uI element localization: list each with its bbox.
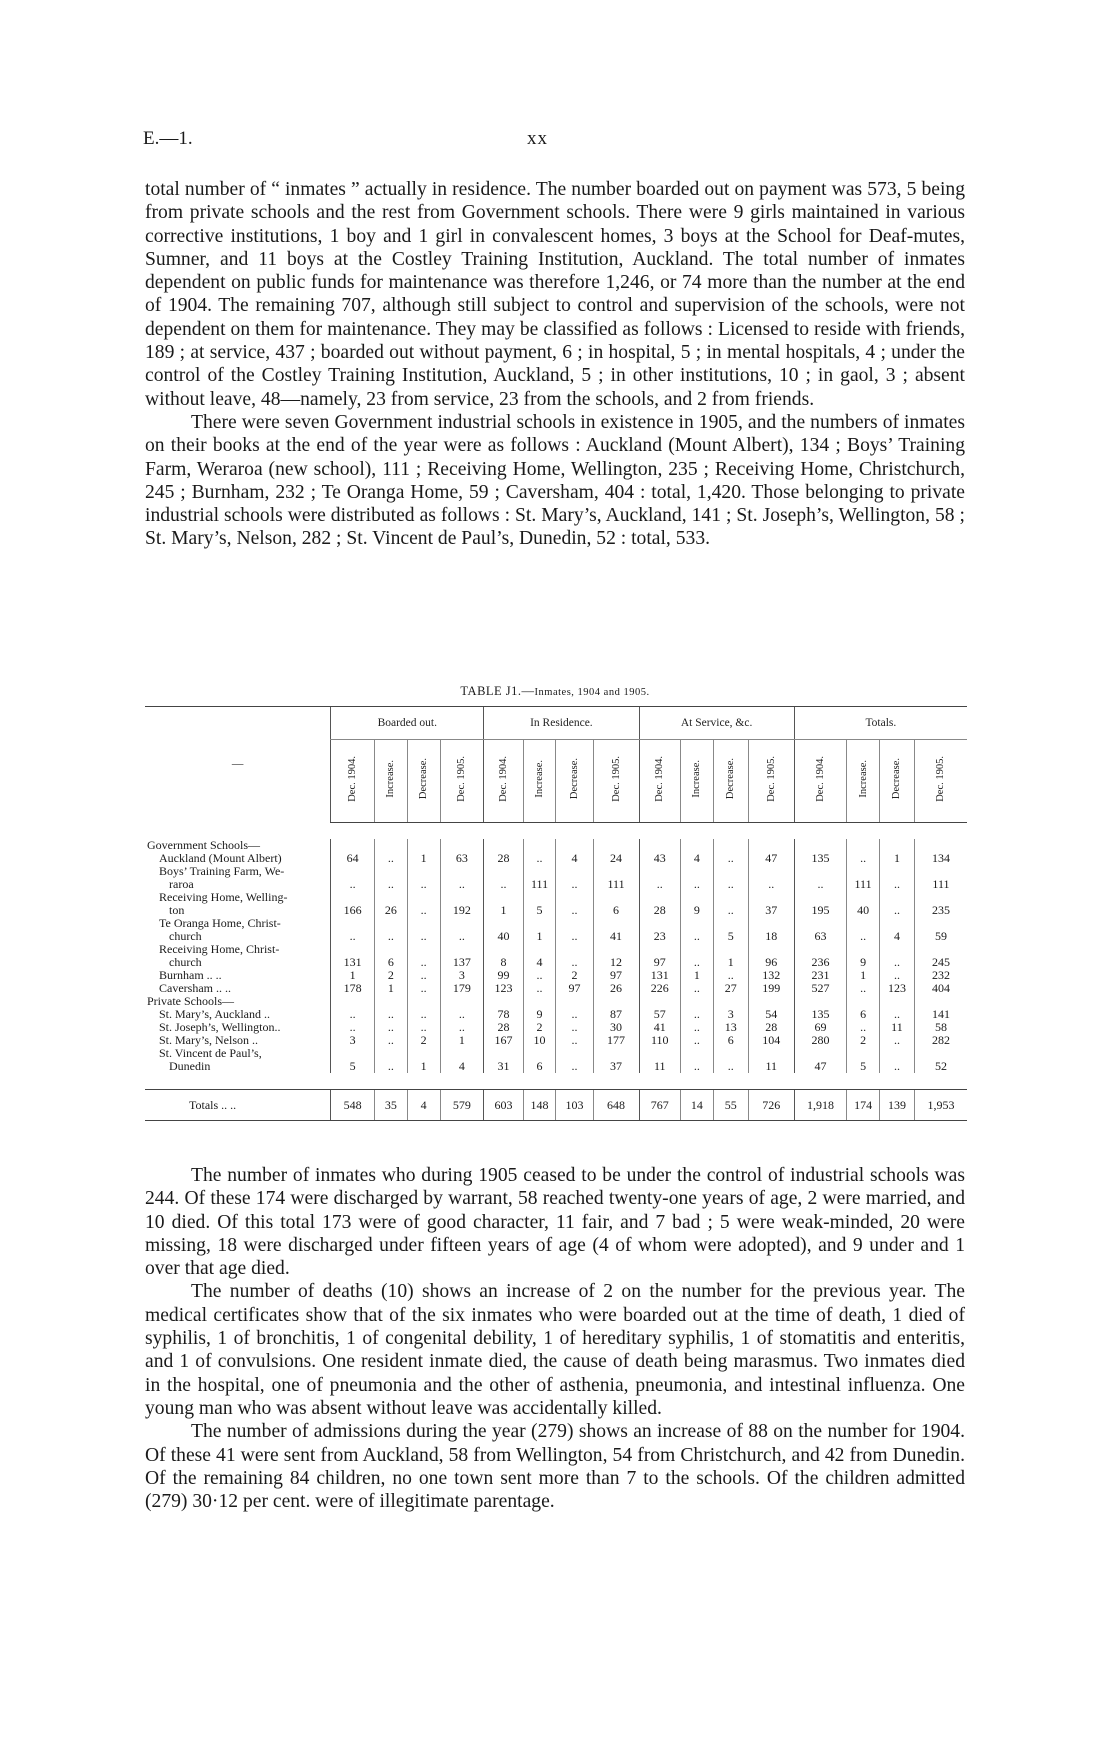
table-cell: .. — [331, 917, 375, 943]
row-label — [145, 969, 331, 982]
group-header: Boarded out. — [331, 707, 484, 740]
column-header — [847, 740, 880, 823]
column-header-label: Decrease. — [725, 758, 737, 800]
table-cell: 141 — [914, 1008, 967, 1021]
table-cell: .. — [440, 1021, 484, 1034]
table-cell: 13 — [713, 1021, 748, 1034]
table-cell: 137 — [440, 943, 484, 969]
page-number: xx — [527, 128, 548, 149]
table-cell: 11 — [748, 1047, 794, 1073]
table-cell: .. — [407, 865, 440, 891]
column-header — [748, 740, 794, 823]
table-cell: .. — [374, 917, 407, 943]
table-cell: 28 — [639, 891, 681, 917]
table-cell: 111 — [523, 865, 556, 891]
group-header: In Residence. — [484, 707, 639, 740]
table-cell: .. — [407, 982, 440, 995]
table-cell: 26 — [593, 982, 639, 995]
table-cell: 1 — [681, 969, 714, 982]
table-cell: 178 — [331, 982, 375, 995]
table-cell: .. — [681, 982, 714, 995]
table-cell: 5 — [523, 891, 556, 917]
row-label-text: St. Joseph’s, Wellington.. — [159, 1021, 281, 1034]
table-cell: .. — [681, 1034, 714, 1047]
table-cell: .. — [748, 865, 794, 891]
table-cell: 28 — [484, 852, 523, 865]
table-cell: .. — [847, 917, 880, 943]
column-header-label: Dec. 1904. — [814, 756, 826, 802]
table-cell: 99 — [484, 969, 523, 982]
table-cell: 12 — [593, 943, 639, 969]
table-cell: 195 — [794, 891, 846, 917]
table-cell: .. — [879, 969, 914, 982]
table-cell: .. — [713, 969, 748, 982]
table-cell: 199 — [748, 982, 794, 995]
body-text-top — [145, 178, 965, 551]
table-cell: 43 — [639, 852, 681, 865]
column-header-label: Increase. — [691, 760, 703, 798]
totals-cell: 1,918 — [794, 1090, 846, 1121]
table-cell: .. — [407, 891, 440, 917]
table-cell: .. — [374, 1047, 407, 1073]
table-cell: .. — [794, 865, 846, 891]
column-header — [713, 740, 748, 823]
table-cell: 245 — [914, 943, 967, 969]
table-cell: 27 — [713, 982, 748, 995]
paragraph: The number of inmates who during 1905 ceased to be under the control of industrial schools was 244. Of these 174 were discharged by warrant, 58 reached twenty-one years of age, 2 were married, and 10 died. Of this total 173 were of good character, 11 fair, and 7 bad ; 5 were weak-minded, 20 were missing, 18 were discharged under fifteen years of age (4 of whom were adopted), and 9 under and 1 over that age died. — [145, 1165, 965, 1280]
totals-cell: 726 — [748, 1090, 794, 1121]
table-caption-title: Inmates, 1904 and 1905. — [534, 687, 650, 698]
table-cell: 11 — [879, 1021, 914, 1034]
table-cell: 177 — [593, 1034, 639, 1047]
row-label-text: Receiving Home, Welling- — [159, 891, 288, 904]
table-cell: 54 — [748, 1008, 794, 1021]
row-label-text: Burnham .. .. — [159, 969, 222, 982]
table-cell: .. — [713, 891, 748, 917]
table-row — [145, 969, 967, 982]
row-label-continuation: ton — [169, 903, 185, 917]
table-cell: 64 — [331, 852, 375, 865]
table-cell: .. — [681, 1021, 714, 1034]
table-cell: .. — [556, 891, 593, 917]
table-cell: .. — [556, 1008, 593, 1021]
table-cell: 404 — [914, 982, 967, 995]
table-cell: 10 — [523, 1034, 556, 1047]
table-row — [145, 1021, 967, 1034]
table-cell: 192 — [440, 891, 484, 917]
paragraph: total number of “ inmates ” actually in residence. The number boarded out on payment was 573, 5 being from private schools and the rest from Government schools. There were 9 girls maintained in various corrective institutions, 1 boy and 1 girl in convalescent homes, 3 boys at the School for Deaf-mutes, Sumner, and 11 boys at the Costley Training Institution, Auckland. The total number of inmates dependent on public funds for maintenance was therefore 1,246, or 74 more than the number at the end of 1904. The remaining 707, although still subject to control and supervision of the schools, were not dependent on them for maintenance. They may be classified as follows : Licensed to reside with friends, 189 ; at service, 437 ; boarded out without payment, 6 ; in hospital, 5 ; in mental hospitals, 4 ; under the control of the Costley Training Institution, Auckland, 5 ; in other institutions, 10 ; in gaol, 3 ; absent without leave, 48—namely, 23 from service, 23 from the schools, and 2 from friends. — [145, 179, 965, 410]
table-cell: 4 — [523, 943, 556, 969]
body-text-bottom — [145, 1164, 965, 1513]
table-cell: 111 — [914, 865, 967, 891]
table-cell: .. — [523, 982, 556, 995]
table-cell: .. — [556, 917, 593, 943]
table-cell: 4 — [879, 917, 914, 943]
table-cell: 97 — [593, 969, 639, 982]
table-cell: .. — [681, 1008, 714, 1021]
table-cell: 9 — [847, 943, 880, 969]
table-cell: 9 — [523, 1008, 556, 1021]
group-header: At Service, &c. — [639, 707, 794, 740]
row-label-text: Auckland (Mount Albert) — [159, 852, 282, 865]
table-cell: 236 — [794, 943, 846, 969]
totals-cell: 767 — [639, 1090, 681, 1121]
totals-row — [145, 1090, 967, 1121]
table-cell: 3 — [331, 1034, 375, 1047]
table-row — [145, 982, 967, 995]
row-label — [145, 995, 331, 1008]
table-cell: 31 — [484, 1047, 523, 1073]
row-label — [145, 943, 331, 969]
table-cell: 3 — [440, 969, 484, 982]
table-cell: .. — [331, 865, 375, 891]
column-header-label: Increase. — [857, 760, 869, 798]
table-cell: 135 — [794, 1008, 846, 1021]
table-cell: .. — [440, 865, 484, 891]
row-label-text: Te Oranga Home, Christ- — [159, 917, 281, 930]
table-cell: 282 — [914, 1034, 967, 1047]
column-header-label: Dec. 1904. — [654, 756, 666, 802]
totals-cell: 148 — [523, 1090, 556, 1121]
table-cell: .. — [407, 969, 440, 982]
table-cell: .. — [847, 1021, 880, 1034]
table-cell: 28 — [748, 1021, 794, 1034]
column-header — [484, 740, 523, 823]
totals-cell: 1,953 — [914, 1090, 967, 1121]
table-cell: 87 — [593, 1008, 639, 1021]
table-row — [145, 852, 967, 865]
table-cell: 52 — [914, 1047, 967, 1073]
group-header: Totals. — [794, 707, 967, 740]
page-header — [143, 128, 971, 152]
column-header — [374, 740, 407, 823]
table-cell: 23 — [639, 917, 681, 943]
column-header — [639, 740, 681, 823]
table-cell: .. — [681, 1047, 714, 1073]
table-cell: 57 — [639, 1008, 681, 1021]
table-cell: 2 — [847, 1034, 880, 1047]
table-cell: 97 — [556, 982, 593, 995]
table-cell: 47 — [748, 852, 794, 865]
table-row — [145, 865, 967, 891]
table-cell: .. — [879, 891, 914, 917]
table-cell: 1 — [484, 891, 523, 917]
table-cell: 6 — [374, 943, 407, 969]
table-cell: .. — [879, 865, 914, 891]
table-cell: .. — [879, 943, 914, 969]
table-cell: 63 — [794, 917, 846, 943]
paragraph: The number of admissions during the year (279) shows an increase of 88 on the number for 1904. Of these 41 were sent from Auckland, 58 from Wellington, 54 from Christchurch, and 42 from Dunedin. Of the remaining 84 children, no one town sent more than 7 to the schools. Of the children admitted (279) 30·12 per cent. were of illegitimate parentage. — [145, 1421, 965, 1513]
column-header-label: Dec. 1905. — [456, 756, 468, 802]
table-cell: .. — [440, 1008, 484, 1021]
table-cell: .. — [556, 1034, 593, 1047]
table-cell: 6 — [523, 1047, 556, 1073]
table-cell: .. — [713, 865, 748, 891]
table-cell: 527 — [794, 982, 846, 995]
table-cell: .. — [484, 865, 523, 891]
table-cell: .. — [374, 1008, 407, 1021]
row-label — [145, 982, 331, 995]
table-cell: 111 — [847, 865, 880, 891]
paragraph: There were seven Government industrial schools in existence in 1905, and the numbers of inmates on their books at the end of the year were as follows : Auckland (Mount Albert), 134 ; Boys’ Training Farm, Weraroa (new school), 111 ; Receiving Home, Wellington, 235 ; Receiving Home, Christchurch, 245 ; Burnham, 232 ; Te Oranga Home, 59 ; Caversham, 404 : total, 1,420. Those belonging to private industrial schools were distributed as follows : St. Mary’s, Auckland, 141 ; St. Joseph’s, Wellington, 58 ; St. Mary’s, Nelson, 282 ; St. Vincent de Paul’s, Dunedin, 52 : total, 533. — [145, 411, 965, 550]
table-cell: 24 — [593, 852, 639, 865]
totals-cell: 139 — [879, 1090, 914, 1121]
paragraph: The number of deaths (10) shows an increase of 2 on the number for the previous year. The medical certificates show that of the six inmates who were boarded out at the time of death, 1 died of syphilis, 1 of bronchitis, 1 of congenital debility, 1 of hereditary syphilis, 1 of stomatitis and enteritis, and 1 of convulsions. One resident inmate died, the cause of death being marasmus. Two inmates died in the hospital, one of pneumonia and the other of asthenia, pneumonia, and intestinal influenza. One young man who was absent without leave was accidentally killed. — [145, 1281, 965, 1419]
row-label — [145, 891, 331, 917]
table-cell: .. — [713, 1047, 748, 1073]
table-cell: .. — [556, 865, 593, 891]
table-cell: .. — [879, 1008, 914, 1021]
table-row — [145, 1047, 967, 1073]
totals-cell: 4 — [407, 1090, 440, 1121]
table-cell: .. — [407, 943, 440, 969]
table-cell: 41 — [593, 917, 639, 943]
table-cell: 30 — [593, 1021, 639, 1034]
table-cell: 111 — [593, 865, 639, 891]
table-cell: 97 — [639, 943, 681, 969]
row-label — [145, 1008, 331, 1021]
table-cell: 235 — [914, 891, 967, 917]
column-header — [556, 740, 593, 823]
table-cell: 18 — [748, 917, 794, 943]
table-cell: 37 — [748, 891, 794, 917]
column-header-label: Dec. 1905. — [935, 756, 947, 802]
table-cell: 280 — [794, 1034, 846, 1047]
table-cell: 226 — [639, 982, 681, 995]
column-header-label: Decrease. — [418, 758, 430, 800]
table-corner: — — [145, 707, 331, 823]
totals-cell: 603 — [484, 1090, 523, 1121]
table-cell: 5 — [331, 1047, 375, 1073]
totals-cell: 35 — [374, 1090, 407, 1121]
column-header — [794, 740, 846, 823]
table-cell: 5 — [713, 917, 748, 943]
row-label-text: St. Mary’s, Nelson .. — [159, 1034, 258, 1047]
totals-cell: 174 — [847, 1090, 880, 1121]
row-label-continuation: church — [169, 929, 202, 943]
table-cell: 2 — [407, 1034, 440, 1047]
table-cell: 96 — [748, 943, 794, 969]
table-cell: .. — [407, 1008, 440, 1021]
table-row — [145, 917, 967, 943]
table-cell: 5 — [847, 1047, 880, 1073]
table-cell: 1 — [713, 943, 748, 969]
table-row — [145, 839, 967, 852]
table-cell: 2 — [556, 969, 593, 982]
table-cell: .. — [407, 1021, 440, 1034]
table-cell: 63 — [440, 852, 484, 865]
table-cell: 40 — [484, 917, 523, 943]
table-cell: 179 — [440, 982, 484, 995]
table-cell: 4 — [681, 852, 714, 865]
row-label — [145, 917, 331, 943]
table-cell: 232 — [914, 969, 967, 982]
table-cell: .. — [331, 1008, 375, 1021]
column-header-label: Decrease. — [569, 758, 580, 800]
table-cell: .. — [407, 917, 440, 943]
table-cell: .. — [847, 982, 880, 995]
table-cell: .. — [523, 852, 556, 865]
table-cell: 131 — [639, 969, 681, 982]
table-cell: .. — [523, 969, 556, 982]
table-cell: 104 — [748, 1034, 794, 1047]
table-cell: .. — [440, 917, 484, 943]
row-label — [145, 852, 331, 865]
table-cell: 123 — [879, 982, 914, 995]
column-header — [914, 740, 967, 823]
table-cell: 1 — [847, 969, 880, 982]
column-header — [879, 740, 914, 823]
column-header — [681, 740, 714, 823]
table-cell: 78 — [484, 1008, 523, 1021]
table-cell: .. — [374, 852, 407, 865]
table-row — [145, 1008, 967, 1021]
column-header-label: Increase. — [534, 760, 546, 798]
table-cell: 134 — [914, 852, 967, 865]
table-cell: .. — [713, 852, 748, 865]
table-cell: 41 — [639, 1021, 681, 1034]
table-cell: 167 — [484, 1034, 523, 1047]
table-cell: .. — [374, 1034, 407, 1047]
row-label-text: Receiving Home, Christ- — [159, 943, 280, 956]
table-caption-main: TABLE J1.— — [460, 684, 535, 698]
row-label-continuation: Dunedin — [169, 1059, 211, 1073]
row-label-text: Private Schools— — [147, 995, 234, 1008]
column-header — [593, 740, 639, 823]
row-label — [145, 839, 331, 852]
inmates-table — [145, 706, 967, 1121]
table-cell: 40 — [847, 891, 880, 917]
report-reference: E.—1. — [143, 128, 193, 149]
row-label-text: Caversham .. .. — [159, 982, 231, 995]
table-cell: .. — [556, 943, 593, 969]
row-label — [145, 1021, 331, 1034]
table-cell: 26 — [374, 891, 407, 917]
table-cell: .. — [374, 1021, 407, 1034]
table-cell: .. — [681, 943, 714, 969]
table-cell: 58 — [914, 1021, 967, 1034]
table-cell: .. — [331, 1021, 375, 1034]
table-cell: .. — [556, 1021, 593, 1034]
table-cell: .. — [879, 1047, 914, 1073]
table-cell: 110 — [639, 1034, 681, 1047]
table-cell: 2 — [523, 1021, 556, 1034]
table-caption — [145, 684, 965, 699]
row-label — [145, 1034, 331, 1047]
row-label-text: St. Vincent de Paul’s, — [159, 1047, 262, 1060]
table-cell: 123 — [484, 982, 523, 995]
column-header-label: Decrease. — [891, 758, 903, 800]
column-header-label: Dec. 1905. — [610, 756, 622, 802]
table-cell: 6 — [713, 1034, 748, 1047]
table-cell: 37 — [593, 1047, 639, 1073]
table-cell: 69 — [794, 1021, 846, 1034]
totals-label: Totals .. .. — [145, 1090, 331, 1121]
table-cell: 1 — [440, 1034, 484, 1047]
column-header — [440, 740, 484, 823]
column-header — [523, 740, 556, 823]
table-cell: 11 — [639, 1047, 681, 1073]
table-cell: 6 — [847, 1008, 880, 1021]
table-cell: 135 — [794, 852, 846, 865]
table-cell: 4 — [556, 852, 593, 865]
row-label-text: St. Mary’s, Auckland .. — [159, 1008, 270, 1021]
table-cell: 4 — [440, 1047, 484, 1073]
row-label — [145, 1047, 331, 1073]
table-cell: 166 — [331, 891, 375, 917]
table-cell: .. — [847, 852, 880, 865]
table-cell: .. — [556, 1047, 593, 1073]
row-label-text: Boys’ Training Farm, We- — [159, 865, 285, 878]
table-cell: 1 — [331, 969, 375, 982]
table-cell: 1 — [407, 1047, 440, 1073]
table-cell: 6 — [593, 891, 639, 917]
table-row — [145, 995, 967, 1008]
table-cell: .. — [374, 865, 407, 891]
table-cell: 1 — [879, 852, 914, 865]
table-row — [145, 943, 967, 969]
table-cell: 231 — [794, 969, 846, 982]
table-cell: .. — [681, 865, 714, 891]
table-cell: 1 — [407, 852, 440, 865]
table-cell: 9 — [681, 891, 714, 917]
totals-cell: 55 — [713, 1090, 748, 1121]
column-header — [407, 740, 440, 823]
table-cell: .. — [681, 917, 714, 943]
table-cell: 1 — [523, 917, 556, 943]
table-cell: 132 — [748, 969, 794, 982]
table-row — [145, 891, 967, 917]
totals-cell: 103 — [556, 1090, 593, 1121]
column-header-label: Dec. 1904. — [497, 756, 509, 802]
row-label-text: Government Schools— — [147, 839, 260, 852]
table-cell: .. — [639, 865, 681, 891]
table-cell: 8 — [484, 943, 523, 969]
table-cell: .. — [879, 1034, 914, 1047]
table-row — [145, 1034, 967, 1047]
table-cell: 28 — [484, 1021, 523, 1034]
row-label-continuation: raroa — [169, 877, 194, 891]
table-cell: 1 — [374, 982, 407, 995]
table-cell: 47 — [794, 1047, 846, 1073]
totals-cell: 14 — [681, 1090, 714, 1121]
row-label — [145, 865, 331, 891]
totals-cell: 648 — [593, 1090, 639, 1121]
table-cell: 131 — [331, 943, 375, 969]
table-cell: 59 — [914, 917, 967, 943]
column-header — [331, 740, 375, 823]
totals-cell: 579 — [440, 1090, 484, 1121]
table-cell: 3 — [713, 1008, 748, 1021]
totals-cell: 548 — [331, 1090, 375, 1121]
column-header-label: Increase. — [385, 760, 397, 798]
column-header-label: Dec. 1904. — [347, 756, 359, 802]
row-label-continuation: church — [169, 955, 202, 969]
column-header-label: Dec. 1905. — [765, 756, 777, 802]
table-cell: 2 — [374, 969, 407, 982]
